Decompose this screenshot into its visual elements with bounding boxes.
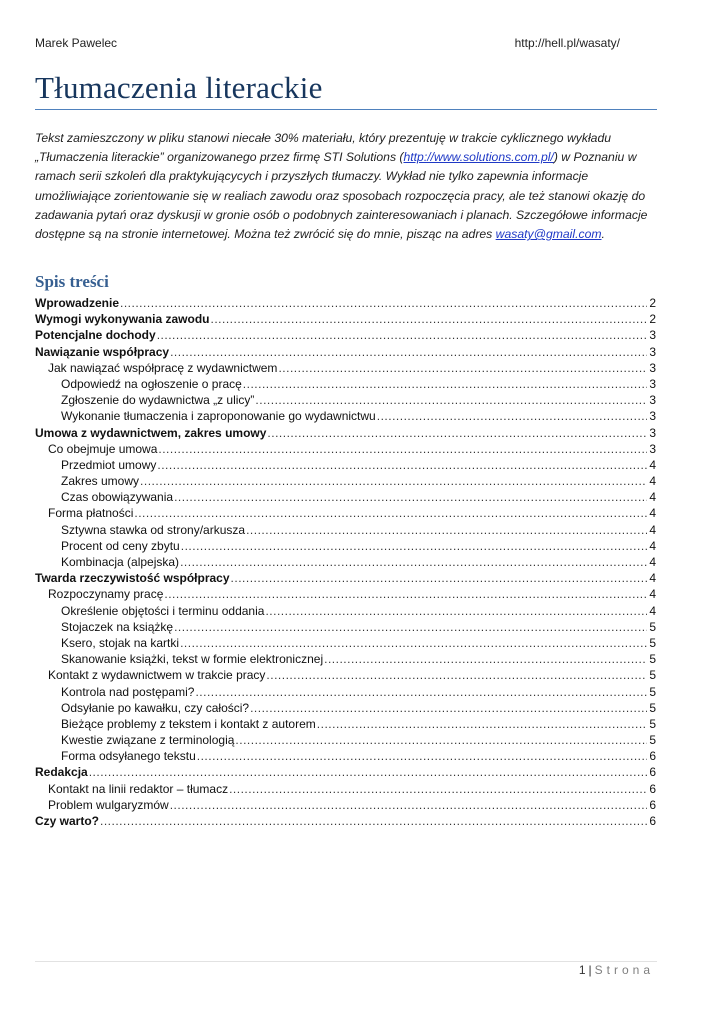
toc-dot-leader: [157, 328, 647, 342]
toc-entry[interactable]: [35, 620, 656, 636]
toc-dot-leader: [267, 426, 647, 440]
toc-entry-page: 3: [649, 425, 656, 440]
toc-dot-leader: [120, 296, 647, 310]
toc-entry[interactable]: [35, 652, 656, 668]
document-title: Tłumaczenia literackie: [35, 70, 323, 105]
toc-entry[interactable]: [35, 555, 656, 571]
toc-dot-leader: [140, 474, 647, 488]
toc-entry[interactable]: [35, 539, 656, 555]
toc-entry-label: Twarda rzeczywistość współpracy: [35, 571, 230, 586]
toc-entry-label: Bieżące problemy z tekstem i kontakt z autorem: [61, 716, 316, 731]
toc-dot-leader: [197, 749, 647, 763]
toc-dot-leader: [157, 458, 647, 472]
toc-entry-page: 6: [649, 749, 656, 764]
intro-text-3: .: [601, 227, 605, 242]
page-number: 1: [578, 963, 586, 977]
toc-entry-page: 4: [649, 490, 656, 505]
toc-dot-leader: [243, 377, 647, 391]
toc-entry[interactable]: [35, 490, 656, 506]
toc-dot-leader: [89, 765, 647, 779]
toc-entry[interactable]: [35, 377, 656, 393]
toc-entry-label: Forma odsyłanego tekstu: [61, 749, 196, 764]
toc-entry-page: 6: [649, 781, 656, 796]
toc-entry-label: Rozpoczynamy pracę: [48, 587, 164, 602]
header-url: http://hell.pl/wasaty/: [514, 36, 620, 50]
toc-entry-page: 5: [649, 668, 656, 683]
toc-dot-leader: [377, 409, 647, 423]
toc-entry-label: Kontrola nad postępami?: [61, 684, 195, 699]
toc-entry-page: 3: [649, 376, 656, 391]
toc-dot-leader: [235, 733, 647, 747]
toc-entry[interactable]: [35, 701, 656, 717]
page-word: Strona: [594, 963, 654, 977]
toc-dot-leader: [100, 814, 647, 828]
toc-entry-label: Kontakt z wydawnictwem w trakcie pracy: [48, 668, 266, 683]
toc-entry-label: Nawiązanie współpracy: [35, 344, 170, 359]
toc-entry[interactable]: [35, 571, 656, 587]
toc-entry-page: 2: [649, 312, 656, 327]
toc-entry[interactable]: [35, 296, 656, 312]
toc-entry[interactable]: [35, 668, 656, 684]
toc-entry-page: 6: [649, 814, 656, 828]
toc-dot-leader: [210, 312, 647, 326]
toc-entry-label: Potencjalne dochody: [35, 328, 156, 343]
toc-entry-page: 5: [649, 733, 656, 748]
toc-entry-label: Ksero, stojak na kartki: [61, 635, 180, 650]
toc-entry-page: 5: [649, 700, 656, 715]
toc-entry-label: Sztywna stawka od strony/arkusza: [61, 522, 246, 537]
toc-entry[interactable]: [35, 458, 656, 474]
toc-entry[interactable]: [35, 733, 656, 749]
toc-entry[interactable]: [35, 636, 656, 652]
toc-entry-label: Stojaczek na książkę: [61, 619, 174, 634]
toc-entry-page: 4: [649, 506, 656, 521]
toc-entry-page: 4: [649, 587, 656, 602]
toc-entry-label: Wymogi wykonywania zawodu: [35, 312, 210, 327]
toc-entry-label: Określenie objętości i terminu oddania: [61, 603, 265, 618]
toc-dot-leader: [170, 345, 647, 359]
toc-entry-label: Co obejmuje umowa: [48, 441, 158, 456]
toc-entry[interactable]: [35, 442, 656, 458]
toc-entry[interactable]: [35, 409, 656, 425]
toc-dot-leader: [195, 685, 647, 699]
toc-entry[interactable]: [35, 393, 656, 409]
toc-dot-leader: [246, 523, 647, 537]
toc-entry-page: 3: [649, 409, 656, 424]
toc-dot-leader: [174, 620, 647, 634]
toc-entry-page: 6: [649, 765, 656, 780]
toc-dot-leader: [181, 539, 647, 553]
toc-entry[interactable]: [35, 426, 656, 442]
toc-dot-leader: [265, 604, 647, 618]
toc-dot-leader: [255, 393, 647, 407]
toc-entry[interactable]: [35, 685, 656, 701]
toc-entry-page: 6: [649, 797, 656, 812]
toc-entry-page: 5: [649, 716, 656, 731]
toc-entry[interactable]: [35, 749, 656, 765]
intro-text-2: ) w Poznaniu w ramach serii szkoleń dla praktykującycych i przyszłych tłumaczy. Wykład nie tylko zapewnia informacje umożliwiające zorientowanie się w realiach zawodu oraz sposobach rozpoczęcia pracy, ale też stanowi okazję do zadawania pytań oraz dyskusji w gronie osób o podobnych zainteresowaniach i planach. Szczegółowe informacje dostępne są na stronie internetowej. Można też zwrócić się do mnie, pisząc na adres: [35, 150, 648, 242]
table-of-contents: [35, 296, 656, 830]
toc-dot-leader: [164, 587, 647, 601]
toc-dot-leader: [180, 555, 647, 569]
footer-divider: [35, 961, 657, 962]
toc-entry-label: Wprowadzenie: [35, 296, 120, 310]
toc-dot-leader: [174, 490, 647, 504]
header-author: Marek Pawelec: [35, 36, 118, 50]
toc-entry[interactable]: [35, 312, 656, 328]
toc-entry-page: 3: [649, 393, 656, 408]
toc-entry[interactable]: [35, 798, 656, 814]
toc-entry-label: Forma płatności: [48, 506, 134, 521]
toc-entry[interactable]: [35, 765, 656, 781]
toc-entry-page: 3: [649, 328, 656, 343]
toc-entry-page: 4: [649, 555, 656, 569]
toc-entry[interactable]: [35, 328, 656, 344]
toc-entry-page: 2: [649, 296, 656, 310]
toc-entry-label: Odsyłanie po kawałku, czy całości?: [61, 700, 250, 715]
page-footer: [579, 963, 654, 977]
toc-entry[interactable]: [35, 604, 656, 620]
toc-entry-label: Zgłoszenie do wydawnictwa „z ulicy”: [61, 393, 255, 408]
toc-entry-page: 5: [649, 619, 656, 634]
toc-entry-label: Skanowanie książki, tekst w formie elektronicznej: [61, 652, 324, 667]
toc-entry-label: Czas obowiązywania: [61, 490, 174, 505]
footer-separator: |: [588, 963, 592, 977]
page-header: [35, 36, 657, 52]
intro-text-1: Tekst zamieszczony w pliku stanowi niecałe 30% materiału, który prezentuję w trakcie cyklicznego wykładu „Tłumaczenia literackie” organizowanego przez firmę STI Solutions (: [35, 131, 611, 165]
toc-entry-label: Kwestie związane z terminologią: [61, 733, 235, 748]
toc-dot-leader: [229, 782, 647, 796]
toc-entry-label: Przedmiot umowy: [61, 457, 157, 472]
toc-dot-leader: [266, 668, 647, 682]
toc-entry-page: 3: [649, 360, 656, 375]
toc-dot-leader: [317, 717, 647, 731]
intro-paragraph: [35, 129, 655, 244]
toc-dot-leader: [231, 571, 647, 585]
toc-entry-page: 5: [649, 684, 656, 699]
toc-heading: Spis treści: [35, 272, 109, 291]
toc-entry-page: 4: [649, 457, 656, 472]
toc-entry-label: Kontakt na linii redaktor – tłumacz: [48, 781, 229, 796]
toc-entry-page: 3: [649, 344, 656, 359]
toc-entry-label: Jak nawiązać współpracę z wydawnictwem: [48, 360, 278, 375]
toc-entry[interactable]: [35, 814, 656, 830]
email-link[interactable]: wasaty@gmail.com: [495, 227, 602, 242]
title-underline: [35, 109, 657, 110]
toc-entry-page: 4: [649, 474, 656, 489]
toc-entry-page: 4: [649, 603, 656, 618]
solutions-link[interactable]: http://www.solutions.com.pl/: [403, 150, 554, 165]
toc-entry-label: Redakcja: [35, 765, 88, 780]
toc-dot-leader: [180, 636, 647, 650]
toc-entry[interactable]: [35, 345, 656, 361]
toc-entry-page: 4: [649, 538, 656, 553]
toc-entry[interactable]: [35, 782, 656, 798]
toc-dot-leader: [250, 701, 647, 715]
toc-entry-page: 4: [649, 571, 656, 586]
toc-entry[interactable]: [35, 474, 656, 490]
toc-entry[interactable]: [35, 717, 656, 733]
toc-dot-leader: [158, 442, 647, 456]
toc-dot-leader: [278, 361, 647, 375]
toc-entry[interactable]: [35, 587, 656, 603]
toc-entry-label: Odpowiedź na ogłoszenie o pracę: [61, 376, 242, 391]
toc-entry-label: Umowa z wydawnictwem, zakres umowy: [35, 425, 267, 440]
toc-dot-leader: [134, 506, 647, 520]
toc-entry-label: Problem wulgaryzmów: [48, 797, 169, 812]
toc-entry-label: Procent od ceny zbytu: [61, 538, 180, 553]
toc-entry-page: 4: [649, 522, 656, 537]
toc-entry[interactable]: [35, 361, 656, 377]
toc-entry-label: Kombinacja (alpejska): [61, 555, 180, 569]
toc-entry-page: 5: [649, 635, 656, 650]
toc-entry-label: Zakres umowy: [61, 474, 140, 489]
toc-entry-page: 5: [649, 652, 656, 667]
toc-entry[interactable]: [35, 523, 656, 539]
toc-dot-leader: [170, 798, 647, 812]
toc-entry-label: Czy warto?: [35, 814, 100, 828]
toc-dot-leader: [324, 652, 647, 666]
toc-entry[interactable]: [35, 506, 656, 522]
toc-entry-label: Wykonanie tłumaczenia i zaproponowanie go wydawnictwu: [61, 409, 376, 424]
toc-entry-page: 3: [649, 441, 656, 456]
